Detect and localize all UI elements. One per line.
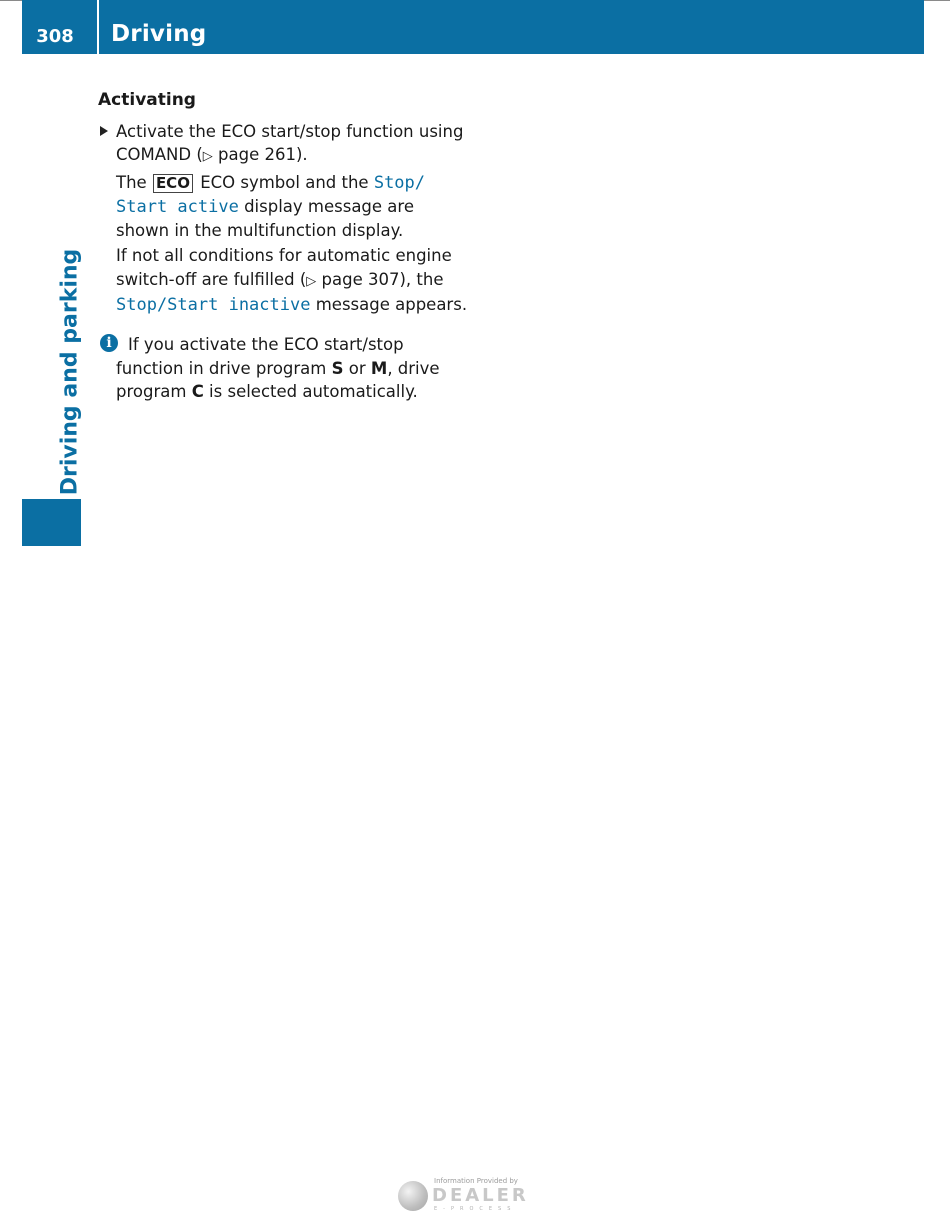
- top-rule-left: [0, 0, 22, 1]
- page-title: Driving: [111, 21, 207, 47]
- globe-logo-icon: [398, 1181, 428, 1211]
- watermark-sub: E-PROCESS: [434, 1206, 517, 1212]
- page-ref-triangle-icon: ▷: [202, 149, 213, 165]
- step-text: display message are shown in the multifunction display.: [116, 196, 414, 241]
- watermark-brand: DEALER: [432, 1185, 529, 1206]
- info-note: [98, 333, 468, 403]
- display-message: Stop/ Start active: [116, 172, 426, 217]
- drive-program-c: C: [191, 381, 204, 401]
- info-text: [116, 333, 468, 403]
- info-text-part: or: [343, 358, 371, 378]
- header-divider: [97, 0, 99, 54]
- instruction-step: [98, 120, 468, 317]
- step-text: If not all conditions for automatic engine switch-off are fulfilled (: [116, 246, 452, 289]
- step-paragraph-2: [116, 171, 468, 243]
- top-rule-right: [924, 0, 950, 1]
- info-text-part: , drive program: [116, 358, 440, 401]
- watermark-caption: Information Provided by: [434, 1177, 518, 1185]
- section-tab: [22, 499, 81, 546]
- step-text: message appears.: [310, 295, 468, 315]
- section-heading: Activating: [98, 90, 196, 110]
- main-content: [98, 88, 468, 403]
- step-paragraph-1: [116, 120, 468, 169]
- page-reference: page 261).: [212, 145, 308, 165]
- section-label: Driving and parking: [57, 248, 83, 496]
- info-text-part: If you activate the ECO start/stop function in drive program: [116, 335, 404, 378]
- info-text-part: is selected automatically.: [203, 381, 418, 401]
- drive-program-s: S: [331, 358, 344, 378]
- page-ref-triangle-icon: ▷: [306, 273, 317, 289]
- step-text: Activate the ECO start/stop function using COMAND (: [116, 122, 464, 165]
- info-icon: i: [100, 334, 118, 352]
- page-reference: page 307), the: [316, 269, 444, 289]
- eco-button-icon: ECO: [153, 174, 193, 193]
- step-text: The: [116, 172, 152, 192]
- page-number: 308: [36, 26, 74, 47]
- display-message: Stop/Start inactive: [116, 295, 311, 316]
- step-arrow-icon: [100, 126, 108, 136]
- step-text: ECO symbol and the: [194, 172, 374, 192]
- drive-program-m: M: [370, 358, 388, 378]
- dealer-watermark: [398, 1177, 543, 1215]
- step-paragraph-3: [116, 244, 468, 317]
